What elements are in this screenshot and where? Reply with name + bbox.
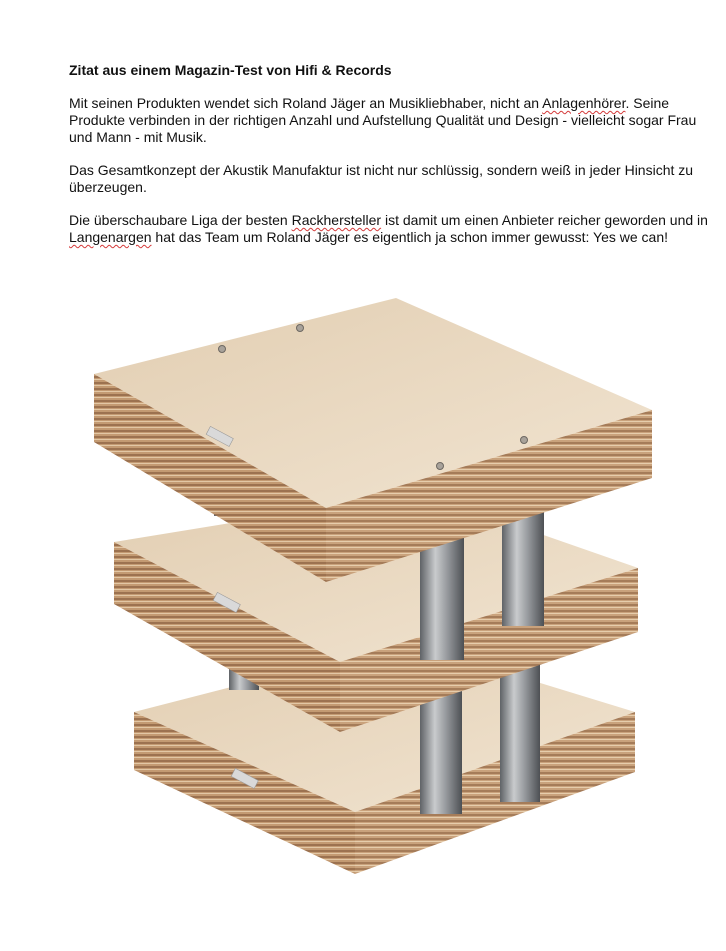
spellcheck-flagged-word[interactable]: Anlagenhörer [542,95,626,111]
spellcheck-flagged-word[interactable]: Langenargen [69,229,152,245]
document-title: Zitat aus einem Magazin-Test von Hifi & Records [69,62,392,78]
paragraph-3 [69,212,709,246]
text-block [69,62,709,262]
screw-icon [297,325,304,332]
paragraph-1-text-after: . Seine Produkte verbinden in der richtigen Anzahl und Aufstellung Qualität und Design - vielleicht sogar Frau und Mann - mit Musik. [69,95,697,145]
hifi-rack-photo [90,292,660,944]
paragraph-1-text-before: Mit seinen Produkten wendet sich Roland Jäger an Musikliebhaber, nicht an [69,95,543,111]
paragraph-3-part-3: hat das Team um Roland Jäger es eigentlich ja schon immer gewusst: Yes we can! [151,229,668,245]
paragraph-1 [69,95,709,146]
paragraph-3-part-2: ist damit um einen Anbieter reicher geworden und in [381,212,708,228]
screw-icon [521,437,528,444]
spellcheck-flagged-word[interactable]: Rackhersteller [291,212,382,228]
paragraph-3-part-1: Die überschaubare Liga der besten [69,212,292,228]
hifi-rack-illustration [90,292,660,944]
paragraph-2: Das Gesamtkonzept der Akustik Manufaktur ist nicht nur schlüssig, sondern weiß in jeder Hinsicht zu überzeugen. [69,162,694,195]
screw-icon [437,463,444,470]
screw-icon [219,346,226,353]
